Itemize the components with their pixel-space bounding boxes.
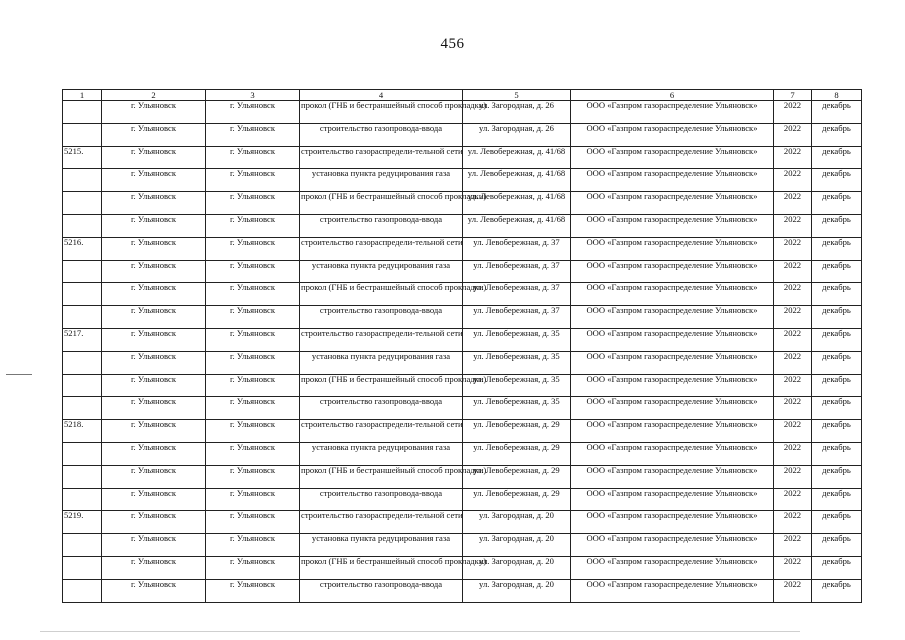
month-cell: декабрь	[812, 556, 862, 579]
municipality-cell: г. Ульяновск	[102, 192, 206, 215]
row-number: 5218.	[63, 420, 102, 443]
organization-cell: ООО «Газпром газораспределение Ульяновск»	[571, 237, 774, 260]
table-row	[63, 465, 862, 488]
organization-cell: ООО «Газпром газораспределение Ульяновск»	[571, 465, 774, 488]
municipality-cell: г. Ульяновск	[102, 579, 206, 602]
row-number: 5215.	[63, 146, 102, 169]
row-number	[63, 101, 102, 124]
month-cell: декабрь	[812, 442, 862, 465]
page-number: 456	[440, 36, 465, 52]
year-cell: 2022	[774, 192, 812, 215]
address-cell: ул. Левобережная, д. 41/68	[463, 169, 571, 192]
year-cell: 2022	[774, 397, 812, 420]
row-number	[63, 488, 102, 511]
address-cell: ул. Левобережная, д. 29	[463, 442, 571, 465]
month-cell: декабрь	[812, 465, 862, 488]
organization-cell: ООО «Газпром газораспределение Ульяновск»	[571, 146, 774, 169]
settlement-cell: г. Ульяновск	[206, 306, 300, 329]
address-cell: ул. Левобережная, д. 29	[463, 488, 571, 511]
organization-cell: ООО «Газпром газораспределение Ульяновск»	[571, 420, 774, 443]
organization-cell: ООО «Газпром газораспределение Ульяновск»	[571, 351, 774, 374]
organization-cell: ООО «Газпром газораспределение Ульяновск»	[571, 306, 774, 329]
organization-cell: ООО «Газпром газораспределение Ульяновск»	[571, 328, 774, 351]
column-header: 5	[463, 90, 571, 101]
settlement-cell: г. Ульяновск	[206, 146, 300, 169]
settlement-cell: г. Ульяновск	[206, 214, 300, 237]
organization-cell: ООО «Газпром газораспределение Ульяновск»	[571, 374, 774, 397]
table-row	[63, 192, 862, 215]
address-cell: ул. Левобережная, д. 37	[463, 283, 571, 306]
row-number	[63, 579, 102, 602]
address-cell: ул. Загородная, д. 26	[463, 123, 571, 146]
municipality-cell: г. Ульяновск	[102, 465, 206, 488]
settlement-cell: г. Ульяновск	[206, 283, 300, 306]
address-cell: ул. Левобережная, д. 35	[463, 351, 571, 374]
row-number	[63, 556, 102, 579]
work-type-cell: строительство газопровода-ввода	[300, 306, 463, 329]
year-cell: 2022	[774, 442, 812, 465]
municipality-cell: г. Ульяновск	[102, 101, 206, 124]
address-cell: ул. Левобережная, д. 37	[463, 306, 571, 329]
settlement-cell: г. Ульяновск	[206, 374, 300, 397]
month-cell: декабрь	[812, 169, 862, 192]
month-cell: декабрь	[812, 306, 862, 329]
month-cell: декабрь	[812, 488, 862, 511]
organization-cell: ООО «Газпром газораспределение Ульяновск»	[571, 442, 774, 465]
organization-cell: ООО «Газпром газораспределение Ульяновск»	[571, 283, 774, 306]
work-type-cell: установка пункта редуцирования газа	[300, 260, 463, 283]
settlement-cell: г. Ульяновск	[206, 192, 300, 215]
year-cell: 2022	[774, 351, 812, 374]
row-number	[63, 169, 102, 192]
municipality-cell: г. Ульяновск	[102, 283, 206, 306]
municipality-cell: г. Ульяновск	[102, 260, 206, 283]
row-number: 5219.	[63, 511, 102, 534]
settlement-cell: г. Ульяновск	[206, 101, 300, 124]
table-row	[63, 442, 862, 465]
year-cell: 2022	[774, 579, 812, 602]
row-number	[63, 374, 102, 397]
organization-cell: ООО «Газпром газораспределение Ульяновск»	[571, 214, 774, 237]
municipality-cell: г. Ульяновск	[102, 442, 206, 465]
organization-cell: ООО «Газпром газораспределение Ульяновск»	[571, 260, 774, 283]
month-cell: декабрь	[812, 237, 862, 260]
work-type-cell: установка пункта редуцирования газа	[300, 534, 463, 557]
table-row	[63, 488, 862, 511]
row-number	[63, 192, 102, 215]
year-cell: 2022	[774, 420, 812, 443]
row-number	[63, 214, 102, 237]
table-row	[63, 556, 862, 579]
work-type-cell: установка пункта редуцирования газа	[300, 169, 463, 192]
address-cell: ул. Левобережная, д. 35	[463, 397, 571, 420]
settlement-cell: г. Ульяновск	[206, 169, 300, 192]
year-cell: 2022	[774, 328, 812, 351]
table-row	[63, 351, 862, 374]
municipality-cell: г. Ульяновск	[102, 420, 206, 443]
table-row	[63, 283, 862, 306]
settlement-cell: г. Ульяновск	[206, 465, 300, 488]
work-type-cell: установка пункта редуцирования газа	[300, 442, 463, 465]
table-row	[63, 374, 862, 397]
organization-cell: ООО «Газпром газораспределение Ульяновск»	[571, 192, 774, 215]
municipality-cell: г. Ульяновск	[102, 237, 206, 260]
header-row	[63, 90, 862, 101]
work-type-cell: строительство газораспредели-тельной сети	[300, 511, 463, 534]
year-cell: 2022	[774, 465, 812, 488]
scan-artifact-line	[40, 631, 800, 632]
column-header: 7	[774, 90, 812, 101]
margin-mark	[6, 374, 32, 375]
address-cell: ул. Левобережная, д. 35	[463, 374, 571, 397]
settlement-cell: г. Ульяновск	[206, 237, 300, 260]
organization-cell: ООО «Газпром газораспределение Ульяновск»	[571, 397, 774, 420]
address-cell: ул. Левобережная, д. 29	[463, 465, 571, 488]
settlement-cell: г. Ульяновск	[206, 260, 300, 283]
table-row	[63, 101, 862, 124]
year-cell: 2022	[774, 101, 812, 124]
year-cell: 2022	[774, 214, 812, 237]
table-row	[63, 123, 862, 146]
year-cell: 2022	[774, 146, 812, 169]
row-number	[63, 123, 102, 146]
municipality-cell: г. Ульяновск	[102, 397, 206, 420]
row-number	[63, 397, 102, 420]
table-row	[63, 169, 862, 192]
row-number	[63, 534, 102, 557]
organization-cell: ООО «Газпром газораспределение Ульяновск»	[571, 488, 774, 511]
address-cell: ул. Левобережная, д. 41/68	[463, 214, 571, 237]
row-number: 5217.	[63, 328, 102, 351]
address-cell: ул. Левобережная, д. 35	[463, 328, 571, 351]
organization-cell: ООО «Газпром газораспределение Ульяновск»	[571, 511, 774, 534]
organization-cell: ООО «Газпром газораспределение Ульяновск»	[571, 169, 774, 192]
month-cell: декабрь	[812, 420, 862, 443]
table-row	[63, 260, 862, 283]
row-number	[63, 442, 102, 465]
month-cell: декабрь	[812, 579, 862, 602]
work-type-cell: строительство газораспредели-тельной сети	[300, 146, 463, 169]
municipality-cell: г. Ульяновск	[102, 169, 206, 192]
address-cell: ул. Загородная, д. 20	[463, 579, 571, 602]
month-cell: декабрь	[812, 101, 862, 124]
month-cell: декабрь	[812, 123, 862, 146]
month-cell: декабрь	[812, 534, 862, 557]
month-cell: декабрь	[812, 328, 862, 351]
table-row	[63, 397, 862, 420]
organization-cell: ООО «Газпром газораспределение Ульяновск»	[571, 556, 774, 579]
work-type-cell: прокол (ГНБ и бестраншейный способ прокладки)	[300, 192, 463, 215]
address-cell: ул. Левобережная, д. 37	[463, 237, 571, 260]
work-type-cell: строительство газораспредели-тельной сети	[300, 420, 463, 443]
month-cell: декабрь	[812, 511, 862, 534]
settlement-cell: г. Ульяновск	[206, 351, 300, 374]
year-cell: 2022	[774, 374, 812, 397]
work-type-cell: прокол (ГНБ и бестраншейный способ прокладки)	[300, 101, 463, 124]
organization-cell: ООО «Газпром газораспределение Ульяновск»	[571, 101, 774, 124]
settlement-cell: г. Ульяновск	[206, 488, 300, 511]
settlement-cell: г. Ульяновск	[206, 397, 300, 420]
year-cell: 2022	[774, 534, 812, 557]
month-cell: декабрь	[812, 146, 862, 169]
address-cell: ул. Загородная, д. 26	[463, 101, 571, 124]
table-row	[63, 511, 862, 534]
year-cell: 2022	[774, 488, 812, 511]
month-cell: декабрь	[812, 351, 862, 374]
row-number	[63, 351, 102, 374]
year-cell: 2022	[774, 556, 812, 579]
row-number	[63, 260, 102, 283]
municipality-cell: г. Ульяновск	[102, 146, 206, 169]
municipality-cell: г. Ульяновск	[102, 556, 206, 579]
register-table	[62, 89, 862, 603]
column-header: 6	[571, 90, 774, 101]
column-header: 3	[206, 90, 300, 101]
address-cell: ул. Левобережная, д. 41/68	[463, 146, 571, 169]
address-cell: ул. Загородная, д. 20	[463, 556, 571, 579]
row-number	[63, 283, 102, 306]
settlement-cell: г. Ульяновск	[206, 579, 300, 602]
table-row	[63, 579, 862, 602]
work-type-cell: строительство газораспредели-тельной сети	[300, 237, 463, 260]
municipality-cell: г. Ульяновск	[102, 511, 206, 534]
table-row	[63, 420, 862, 443]
column-header: 1	[63, 90, 102, 101]
work-type-cell: прокол (ГНБ и бестраншейный способ прокладки)	[300, 374, 463, 397]
year-cell: 2022	[774, 237, 812, 260]
row-number: 5216.	[63, 237, 102, 260]
work-type-cell: строительство газопровода-ввода	[300, 488, 463, 511]
table-row	[63, 534, 862, 557]
settlement-cell: г. Ульяновск	[206, 420, 300, 443]
year-cell: 2022	[774, 260, 812, 283]
table-row	[63, 328, 862, 351]
year-cell: 2022	[774, 169, 812, 192]
organization-cell: ООО «Газпром газораспределение Ульяновск»	[571, 534, 774, 557]
work-type-cell: строительство газопровода-ввода	[300, 214, 463, 237]
work-type-cell: установка пункта редуцирования газа	[300, 351, 463, 374]
settlement-cell: г. Ульяновск	[206, 556, 300, 579]
work-type-cell: строительство газопровода-ввода	[300, 397, 463, 420]
work-type-cell: строительство газопровода-ввода	[300, 123, 463, 146]
organization-cell: ООО «Газпром газораспределение Ульяновск»	[571, 123, 774, 146]
organization-cell: ООО «Газпром газораспределение Ульяновск»	[571, 579, 774, 602]
table-row	[63, 214, 862, 237]
month-cell: декабрь	[812, 397, 862, 420]
settlement-cell: г. Ульяновск	[206, 442, 300, 465]
row-number	[63, 306, 102, 329]
municipality-cell: г. Ульяновск	[102, 306, 206, 329]
column-header: 8	[812, 90, 862, 101]
address-cell: ул. Левобережная, д. 29	[463, 420, 571, 443]
work-type-cell: строительство газопровода-ввода	[300, 579, 463, 602]
work-type-cell: строительство газораспредели-тельной сети	[300, 328, 463, 351]
settlement-cell: г. Ульяновск	[206, 123, 300, 146]
column-header: 4	[300, 90, 463, 101]
address-cell: ул. Левобережная, д. 41/68	[463, 192, 571, 215]
month-cell: декабрь	[812, 260, 862, 283]
settlement-cell: г. Ульяновск	[206, 328, 300, 351]
municipality-cell: г. Ульяновск	[102, 328, 206, 351]
column-header: 2	[102, 90, 206, 101]
address-cell: ул. Загородная, д. 20	[463, 511, 571, 534]
year-cell: 2022	[774, 123, 812, 146]
month-cell: декабрь	[812, 374, 862, 397]
work-type-cell: прокол (ГНБ и бестраншейный способ прокладки)	[300, 283, 463, 306]
year-cell: 2022	[774, 306, 812, 329]
municipality-cell: г. Ульяновск	[102, 534, 206, 557]
address-cell: ул. Левобережная, д. 37	[463, 260, 571, 283]
row-number	[63, 465, 102, 488]
municipality-cell: г. Ульяновск	[102, 374, 206, 397]
month-cell: декабрь	[812, 192, 862, 215]
month-cell: декабрь	[812, 283, 862, 306]
work-type-cell: прокол (ГНБ и бестраншейный способ прокладки)	[300, 556, 463, 579]
settlement-cell: г. Ульяновск	[206, 534, 300, 557]
municipality-cell: г. Ульяновск	[102, 123, 206, 146]
municipality-cell: г. Ульяновск	[102, 214, 206, 237]
settlement-cell: г. Ульяновск	[206, 511, 300, 534]
address-cell: ул. Загородная, д. 20	[463, 534, 571, 557]
table-row	[63, 146, 862, 169]
year-cell: 2022	[774, 283, 812, 306]
year-cell: 2022	[774, 511, 812, 534]
table-row	[63, 237, 862, 260]
municipality-cell: г. Ульяновск	[102, 488, 206, 511]
month-cell: декабрь	[812, 214, 862, 237]
table-row	[63, 306, 862, 329]
municipality-cell: г. Ульяновск	[102, 351, 206, 374]
work-type-cell: прокол (ГНБ и бестраншейный способ прокладки)	[300, 465, 463, 488]
